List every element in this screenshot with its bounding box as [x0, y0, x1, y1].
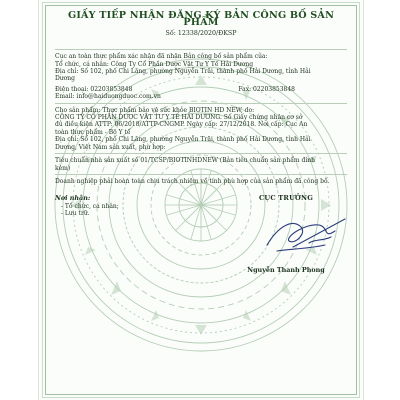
recipient-item: - Tổ chức, cá nhân;	[61, 202, 119, 210]
phone-text: Điện thoại: 02203853848	[55, 85, 133, 93]
divider	[55, 174, 347, 175]
document-number: Số: 12338/2020/ĐKSP	[165, 29, 237, 37]
divider	[55, 153, 347, 154]
email-text: Email: info@haiduongduoc.com.vn	[55, 93, 161, 101]
signature-mark-icon	[249, 205, 359, 269]
document-page	[38, 0, 364, 400]
signatory-title: CỤC TRƯỞNG	[258, 194, 314, 203]
recipient-item: - Lưu trữ.	[61, 210, 90, 218]
signature-area	[225, 203, 347, 267]
fax-text: Fax: 02203853848	[238, 85, 295, 93]
recipients-heading: Nơi nhận:	[55, 194, 91, 203]
org-address-line-cont: Dương	[55, 75, 75, 83]
intro-line: Cục an toàn thực phẩm xác nhận đã nhận Bản công bố sản phẩm của:	[55, 53, 268, 61]
document-title: GIẤY TIẾP NHẬN ĐĂNG KÝ BẢN CÔNG BỐ SẢN PHẨM	[67, 10, 335, 29]
org-name-line: Tổ chức, cá nhân: Công Ty Cổ Phần Dược Vật Tư Y Tế Hải Dương	[55, 60, 254, 68]
producer-line: CÔNG TY CỔ PHẦN DƯỢC VẬT TƯ Y TẾ HẢI DƯƠNG. Số Giấy chứng nhận cơ sở	[55, 114, 303, 122]
org-address-line: Địa chỉ: Số 102, phố Chi Lăng, phường Nguyễn Trãi, thành phố Hải Dương, tỉnh Hải	[55, 68, 311, 76]
signatory-name: Nguyễn Thanh Phong	[247, 265, 325, 274]
signature-block	[205, 195, 347, 274]
commitment-line: Doanh nghiệp phải hoàn toàn chịu trách nhiệm về tính phù hợp của sản phẩm đã công bố.	[55, 177, 330, 185]
producer-line-cont: đủ điều kiện ATTP: 06/2018/ATTP-CNGMP. Ngày cấp: 27/12/2018. Nơi cấp: Cục An	[55, 121, 308, 129]
recipients-block	[55, 195, 205, 274]
product-line: Cho sản phẩm: Thực phẩm bảo vệ sức khỏe BIOTIN HD NEW, do:	[55, 106, 255, 114]
divider	[55, 103, 347, 104]
producer-line-cont: toàn thực phẩm - Bộ Y tế	[55, 128, 131, 136]
standard-line-cont: kèm)	[55, 164, 71, 172]
footer-section	[55, 195, 347, 274]
producer-address-line: Địa chỉ: Số 102, phố Chi Lăng, phường Nguyễn Trãi, thành phố Hải Dương, tỉnh Hải	[55, 136, 311, 144]
document-content	[55, 10, 347, 274]
divider	[55, 49, 347, 50]
standard-line: Tiêu chuẩn nhà sản xuất số 01/TCSP/BIOTINHDNEW (Bản tiêu chuẩn sản phẩm đính	[55, 157, 315, 165]
producer-address-line-cont: Dương, Việt Nam sản xuất, phù hợp:	[55, 143, 166, 151]
contact-row	[55, 86, 347, 93]
